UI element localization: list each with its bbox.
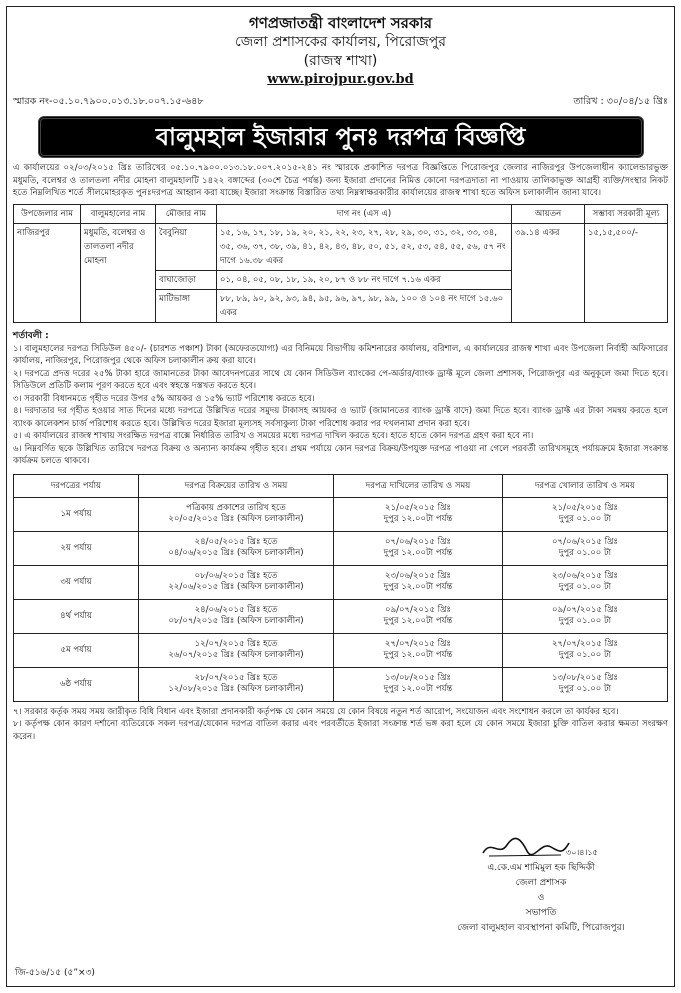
col-opening: দরপত্র খোলার তারিখ ও সময় [503,474,668,497]
table-row [14,565,668,599]
submission-cell: ০৭/০৬/২০১৫ খ্রিঃ দুপুর ১২.০০টা পর্যন্ত [334,531,503,565]
dag-cell: ০১, ০৪, ০৫, ০৮, ১৮, ১৯, ২০, ৮৭ ও ৮৮ নং দাগে ৭.১৬ একর [217,270,512,289]
phase-cell: ৪র্থ পর্যায় [14,599,139,633]
sale-cell: ২৮/০৭/২০১৫ খ্রিঃ হতে ১২/০৮/২০১৫ খ্রিঃ (অফিস চলাকালীন) [139,667,334,701]
sale-cell: ১২/০৭/২০১৫ খ্রিঃ হতে ২৬/০৭/২০১৫ খ্রিঃ (অফিস চলাকালীন) [139,633,334,667]
signature-block [426,835,656,936]
submission-cell: ২৩/০৬/২০১৫ খ্রিঃ দুপুর ১২.০০টা পর্যন্ত [334,565,503,599]
conditions-title: শর্তাবলী : [13,330,49,341]
opening-cell: ০৭/০৬/২০১৫ খ্রিঃ দুপুর ০১.০০ টা [503,531,668,565]
signatory-title: জেলা প্রশাসক [515,878,567,888]
mahal-table [13,204,668,323]
phase-cell: ১ম পর্যায় [14,497,139,531]
sale-cell: ০৮/০৬/২০১৫ খ্রিঃ হতে ২২/০৬/২০১৫ খ্রিঃ (অফিস চলাকালীন) [139,565,334,599]
submission-cell: ০৯/০৭/২০১৫ খ্রিঃ দুপুর ১২.০০টা পর্যন্ত [334,599,503,633]
phase-cell: ৬ষ্ঠ পর্যায় [14,667,139,701]
mahal-cell: মধুমতি, বলেশ্বর ও তালতলা নদীর মোহনা [81,223,156,322]
col-mouza: মৌজার নাম [156,204,217,223]
table-row [14,633,668,667]
phase-cell: ৫ম পর্যায় [14,633,139,667]
condition-3: ৩। সরকারী বিধানমতে গৃহীত দরের উপর ৫% আয়কর ও ১৫% ভ্যাট পরিশোধ করতে হবে। [13,393,315,404]
submission-cell: ২৭/০৭/২০১৫ খ্রিঃ দুপুর ১২.০০টা পর্যন্ত [334,633,503,667]
submission-cell: ২১/০৫/২০১৫ খ্রিঃ দুপুর ১২.০০টা পর্যন্ত [334,497,503,531]
col-price: সম্ভাব্য সরকারী মূল্য [585,204,668,223]
sale-cell: ২৪/০৬/২০১৫ খ্রিঃ হতে ০৮/০৭/২০১৫ খ্রিঃ (অফিস চলাকালীন) [139,599,334,633]
submission-cell: ১৩/০৮/২০১৫ খ্রিঃ দুপুর ১২.০০টা পর্যন্ত [334,667,503,701]
col-area: আয়তন [512,204,585,223]
area-cell: ৩৯.১৪ একর [512,223,585,322]
website-link[interactable]: www.pirojpur.gov.bd [267,72,414,87]
phase-cell: ২য় পর্যায় [14,531,139,565]
opening-cell: ১৩/০৮/২০১৫ খ্রিঃ দুপুর ০১.০০ টা [503,667,668,701]
col-submission: দরপত্র দাখিলের তারিখ ও সময় [334,474,503,497]
signatory-title-2: সভাপতি [525,908,557,918]
col-mahal: বালুমহালের নাম [81,204,156,223]
col-upazila: উপজেলার নাম [14,204,81,223]
phase-cell: ৩য় পর্যায় [14,565,139,599]
sale-cell: পত্রিকায় প্রকাশের তারিখ হতে ২০/০৫/২০১৫ খ্রিঃ (অফিস চলাকালীন) [139,497,334,531]
mouza-cell: মাটিভাঙ্গা [156,289,217,322]
schedule-table [13,474,668,702]
notice-page [6,6,675,987]
notice-banner: বালুমহাল ইজারার পুনঃ দরপত্র বিজ্ঞপ্তি [38,116,644,158]
opening-cell: ২৩/০৬/২০১৫ খ্রিঃ দুপুর ০১.০০ টা [503,565,668,599]
condition-7: ৭। সরকার কর্তৃক সময় সময় জারীকৃত বিধি বিধান এবং ইজারা প্রদানকারী কর্তৃপক্ষ যে কোন সময়ে যে কোন বিষয়ে নতুন শর্ত আরোপ, সংযোজন এবং সংশোধন করলে তা কার্যকর হবে। [13,706,619,717]
condition-8: ৮। কর্তৃপক্ষ কোন কারণ দর্শানো ব্যতিরেকে সকল দরপত্র/যেকোন দরপত্র বাতিল করার এবং পরবর্তীতে ইজারা সংক্রান্ত শর্ত ভঙ্গ করা হলে যে কোন সময়ে ইজারা চুক্তি বাতিল করার ক্ষমতা সংরক্ষণ করেন। [13,719,668,742]
signatory-conj: ও [537,893,545,903]
memo-date: তারিখ : ৩০/০৪/১৫ খ্রিঃ [573,96,668,107]
upazila-cell: নাজিরপুর [14,223,81,322]
condition-6: ৬। নিম্নবর্ণিত ছকে উল্লিখিত তারিখে দরপত্র বিক্রয় ও অন্যান্য কার্যক্রম গৃহীত হবে। প্রথম পর্যায়ে কোন দরপত্র বিক্রয়/উপযুক্ত দরপত্র পাওয়া না গেলে পরবর্তী তারিখসমূহে পর্যায়ক্রমে ইজারা সংক্রান্ত কার্যক্রম চলতে থাকবে। [13,443,668,467]
signatory-title-3: জেলা বালুমহাল ব্যবস্থাপনা কমিটি, পিরোজপুর। [457,923,625,933]
mahal-table-header [14,204,668,223]
dag-cell: ৮৮, ৮৯, ৯০, ৯২, ৯৩, ৯৪, ৯৫, ৯৬, ৯৭, ৯৮, ৯৯, ১০০ ও ১০৪ নং দাগে ১৫.৬০ একর [217,289,512,322]
header [13,13,668,89]
reference-row [13,95,668,110]
opening-cell: ২১/০৫/২০১৫ খ্রিঃ দুপুর ০১.০০ টা [503,497,668,531]
opening-cell: ২৭/০৭/২০১৫ খ্রিঃ দুপুর ০১.০০ টা [503,633,668,667]
gov-title: গণপ্রজাতন্ত্রী বাংলাদেশ সরকার [249,14,432,32]
condition-2: ২। দরপত্রে প্রদত্ত দরের ২৫% টাকা হারে জামানতের টাকা আবেদনপত্রের সাথে যে কোন সিডিউল ব্যাংকের পে-অর্ডার/ব্যাংক ড্রাফ্ট মূলে জেলা প্রশাসক, পিরোজপুর এর অনুকূলে জমা দিতে হবে। সিডিউলে প্রতিটি কলাম পূরণ করতে হবে এবং স্বহস্তে দস্তখত করতে হবে। [13,368,668,392]
table-row [14,667,668,701]
col-dag: দাগ নং (এস এ) [217,204,512,223]
intro-paragraph: এ কার্যালয়ের ০২/০৩/২০১৫ খ্রিঃ তারিখের ০৫.১০.৭৯০০.০১৩.১৮.০০৭.২০১৫-২৪১ নং স্মারকে প্রকাশিত দরপত্র বিজ্ঞপ্তিতে পিরোজপুর জেলার নাজিরপুর উপজেলাধীন ক্যালেন্ডারভুক্ত মধুমতি, বলেশ্বর ও তালতলা নদীর মোহনা বালুমহালটি ১৪২২ বঙ্গাব্দের (৩০শে চৈত্র পর্যন্ত) জন্য ইজারা প্রদানের নিমিত্ত কোনো দরপত্রদাতা না পাওয়ায় তালিকাভুক্ত আগ্রহী ব্যক্তি/সংস্থার নিকট হতে নিম্নলিখিত শর্তে সীলমোহরকৃত পুনঃদরপত্র আহ্বান করা যাচ্ছে। ইজারা সংক্রান্ত বিস্তারিত তথ্য নিম্নস্বাক্ষরকারীর কার্যালয়ের রাজস্ব শাখা হতে অফিস চলাকালীন জানা যাবে। [13,163,668,199]
price-cell: ১৫,১৫,৫০০/- [585,223,668,322]
condition-5: ৫। এ কার্যালয়ের রাজস্ব শাখায় সংরক্ষিত দরপত্র বাক্সে নির্ধারিত তারিখ ও সময়ের মধ্যে দরপত্র দাখিল করতে হবে। হাতে হাতে কোন দরপত্র গ্রহণ করা হবে না। [13,431,534,442]
dag-cell: ১৫, ১৬, ১৭, ১৮, ১৯, ২০, ২১, ২২, ২৩, ২৭, ২৮, ২৯, ৩০, ৩১, ৩২, ৩৩, ৩৪, ৩৫, ৩৬, ৩৭, ৩৮, ৩৯, ৪১, ৪২, ৪৩, ৪৮, ৫০, ৫১, ৫২, ৫৩, ৫৪, ৫৫, ৫৬, ৫৭ নং দাগে ১৬.৩৮ একর [217,223,512,270]
condition-1: ১। বালুমহালের দরপত্র সিডিউল ৪৫০/- (চারশত পঞ্চাশ) টাকা (অফেরতযোগ্য) এর বিনিময়ে বিভাগীয় কমিশনারের কার্যালয়, বরিশাল, এ কার্যালয়ের রাজস্ব শাখা এবং উপজেলা নির্বাহী অফিসারের কার্যালয়, নাজিরপুর, পিরোজপুর থেকে অফিস চলাকালীন ক্রয় করা যাবে। [13,343,668,367]
table-row [14,497,668,531]
mouza-cell: বাঘাজোড়া [156,270,217,289]
col-sale: দরপত্র বিক্রয়ের তারিখ ও সময় [139,474,334,497]
opening-cell: ০৯/০৭/২০১৫ খ্রিঃ দুপুর ০১.০০ টা [503,599,668,633]
schedule-table-header [14,474,668,497]
handwritten-signature-icon [481,835,571,859]
print-code: জি-৫১৬/১৫ (৫”×৩) [15,968,95,978]
table-row [14,531,668,565]
mouza-cell: বৈবুনিয়া [156,223,217,270]
table-row [14,599,668,633]
memo-number: স্মারক নং-০৫.১০.৭৯০০.০১৩.১৮.০০৭.১৫-৬৪৮ [13,96,204,107]
table-row [14,223,668,270]
signature-date: ৩০।৪।১৫ [566,848,598,857]
condition-4: ৪। দরদাতার দর গৃহীত হওয়ার সাত দিনের মধ্যে দরপত্রে উল্লিখিত দরের সমুদয় টাকাসহ আয়কর ও ভ্যাট (জামানতের ব্যাংক ড্রাফ্ট বাদে) জমা দিতে হবে। ব্যাংক ড্রাফ্ট এর টাকা সমন্বয় করতে হলে ব্যাংক কালেকশন চার্জ পরিশোধ করতে হবে। উল্লিখিত দরের ইজারা মূল্যসহ সর্বসাকুল্য টাকা পরিশোধ করার পর দখলনামা প্রদান করা হবে। [13,406,668,429]
col-phase: দরপত্রের পর্যায় [14,474,139,497]
signatory-name: এ.কে.এম শামিমুল হক ছিদ্দিকী [487,863,595,873]
signature-mark [426,835,656,861]
branch-title: (রাজস্ব শাখা) [303,53,378,69]
office-title: জেলা প্রশাসকের কার্যালয়, পিরোজপুর [235,34,446,50]
sale-cell: ২৪/০৫/২০১৫ খ্রিঃ হতে ০৪/০৬/২০১৫ খ্রিঃ (অফিস চলাকালীন) [139,531,334,565]
